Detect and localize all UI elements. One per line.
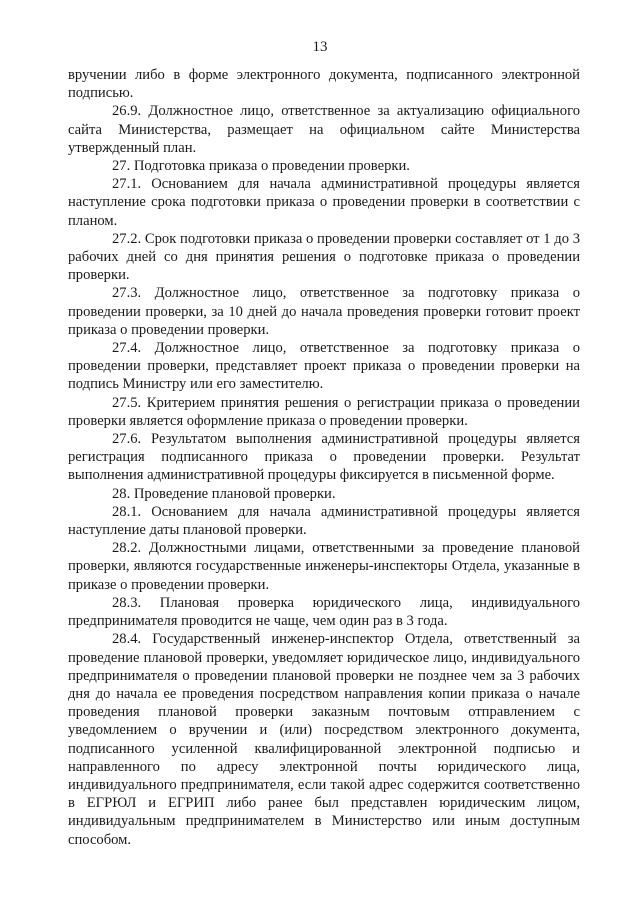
paragraph-27-2: 27.2. Срок подготовки приказа о проведении проверки составляет от 1 до 3 рабочих дней со дня принятия решения о подготовке приказа о проведении проверки. [68, 230, 580, 284]
paragraph-28-2: 28.2. Должностными лицами, ответственными за проведение плановой проверки, являются государственные инженеры-инспекторы Отдела, указанные в приказе о проведении проверки. [68, 540, 580, 593]
paragraph-27-4: 27.4. Должностное лицо, ответственное за подготовку приказа о проведении проверки, представляет проект приказа о проведении проверки на подпись Министру или его заместителю. [68, 340, 580, 393]
paragraph-28-3: 28.3. Плановая проверка юридического лица, индивидуального предпринимателя проводится не чаще, чем один раз в 3 года. [68, 594, 580, 630]
paragraph-26-9: 26.9. Должностное лицо, ответственное за актуализацию официального сайта Министерства, размещает на официальном сайте Министерства утвержденный план. [68, 103, 580, 156]
paragraph-28-4: 28.4. Государственный инженер-инспектор Отдела, ответственный за проведение плановой проверки, уведомляет юридическое лицо, индивидуального предпринимателя о проведении плановой проверки не позднее чем за 3 рабочих дня до начала ее проведения посредством направления копии приказа о начале проведения плановой проверки заказным почтовым отправлением с уведомлением о вручении и (или) посредством электронного документа, подписанного усиленной квалифицированной электронной подписью и направленного по адресу электронной почты юридического лица, индивидуального предпринимателя, если такой адрес содержится соответственно в ЕГРЮЛ и ЕГРИП либо ранее был представлен юридическим лицом, индивидуальным предпринимателем в Министерство или иным доступным способом. [68, 631, 580, 848]
paragraph-27-3: 27.3. Должностное лицо, ответственное за подготовку приказа о проведении проверки, за 10 дней до начала проведения проверки готовит проект приказа о проведении проверки. [68, 285, 580, 338]
paragraph-27-6: 27.6. Результатом выполнения административной процедуры является регистрация подписанного приказа о проведении проверки. Результат выполнения административной процедуры фиксируется в письменной форме. [68, 431, 580, 484]
paragraph-28-1: 28.1. Основанием для начала административной процедуры является наступление даты плановой проверки. [68, 503, 580, 539]
section-heading-27: 27. Подготовка приказа о проведении проверки. [112, 158, 410, 175]
paragraph-27-5: 27.5. Критерием принятия решения о регистрации приказа о проведении проверки является оформление приказа о проведении проверки. [68, 394, 580, 429]
paragraph-27-1: 27.1. Основанием для начала административной процедуры является наступление срока подготовки приказа о проведении проверки в соответствии с планом. [68, 176, 580, 229]
page-number: 13 [312, 39, 328, 55]
paragraph-continuation: вручении либо в форме электронного документа, подписанного электронной подписью. [68, 67, 580, 102]
section-heading-28: 28. Проведение плановой проверки. [112, 485, 336, 502]
document-body [68, 66, 580, 849]
